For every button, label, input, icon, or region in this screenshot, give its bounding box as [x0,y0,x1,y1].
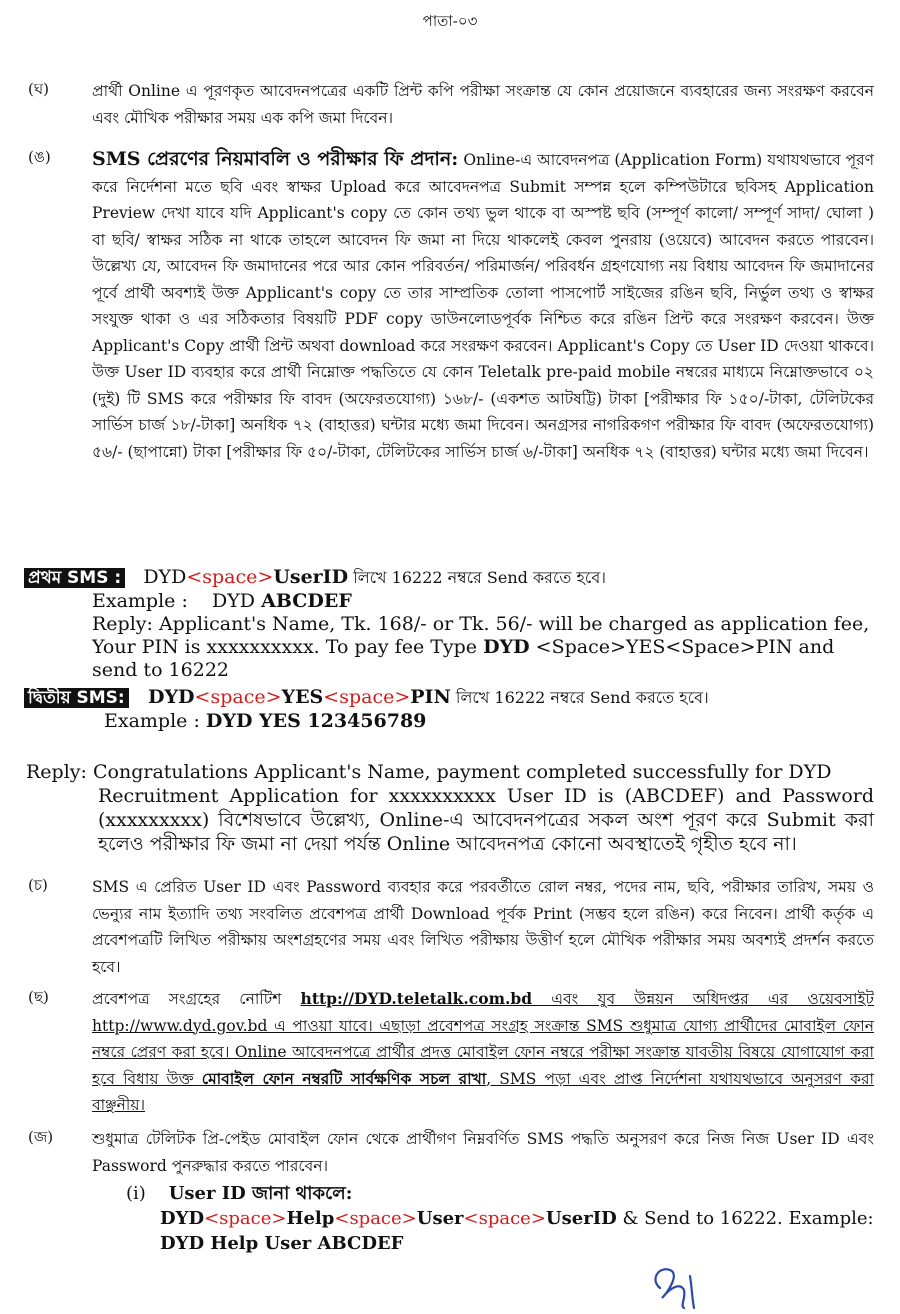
sms-instruction: লিখে 16222 নম্বরে Send করতে হবে। [450,688,709,707]
first-sms-example: Example : DYD ABCDEF [92,590,352,612]
recovery-example: DYD Help User ABCDEF [160,1233,404,1254]
clause-marker: (চ) [28,876,48,894]
sub-marker: (i) [126,1183,146,1204]
clause-cha [28,874,874,980]
reply-continuation: Recruitment Application for xxxxxxxxxx User ID is (ABCDEF) and Password (xxxxxxxxx) বিশেষভাবে উল্লেখ্য, Online-এ আবেদনপত্রের সকল অংশ পূরণ করে Submit করা হলেও পরীক্ষার ফি জমা না দেয়া পর্যন্ত Online আবেদনপত্র কোনো অবস্থাতেই গৃহীত হবে না। [98,785,874,855]
reply-first-line: Reply: Congratulations Applicant's Name, payment completed successfully for DYD [26,761,832,783]
clause-marker: (জ) [28,1128,54,1146]
second-sms-line [24,686,874,710]
clause-umo [28,146,874,465]
sms-command: DYD<space>YES<space>PIN [148,686,451,708]
first-sms-block [24,566,874,682]
second-sms-tag: দ্বিতীয় SMS: [24,688,129,708]
sub-heading: User ID জানা থাকলে: [168,1183,353,1204]
first-sms-tag: প্রথম SMS : [24,568,125,588]
clause-marker: (ঙ) [28,148,51,166]
second-sms-example: Example : DYD YES 123456789 [104,710,427,732]
clause-ja [28,1126,874,1256]
clause-text [92,146,874,465]
clause-body: Online-এ আবেদনপত্র (Application Form) যথাযথভাবে পূরণ করে নির্দেশনা মতে ছবি এবং স্বাক্ষর Upload করে আবেদনপত্র Submit সম্পন্ন হলে কম্পিউটারে ছবিসহ Application Preview দেখা যাবে যদি Applicant's copy তে কোন তথ্য ভুল থাকে বা অস্পষ্ট ছবি (সম্পূর্ণ কালো/ সম্পূর্ণ সাদা/ ঘোলা ) বা ছবি/ স্বাক্ষর সঠিক না থাকে তাহলে আবেদন ফি জমা না দিয়ে থাকলেই কেবল পুনরায় (ওয়েবে) আবেদন করতে পারবেন। উল্লেখ্য যে, আবেদন ফি জমাদানের পরে আর কোন পরিবর্তন/ পরিমার্জন/ পরিবর্ধন গ্রহণযোগ্য নয় বিধায় আবেদন ফি জমাদানের পূর্বে প্রার্থী অবশ্যই উক্ত Applicant's copy তে তার সাম্প্রতিক তোলা পাসপোর্ট সাইজের রঙিন ছবি, নির্ভুল তথ্য ও স্বাক্ষর সংযুক্ত থাকা ও এর সঠিকতার বিষয়টি PDF copy ডাউনলোডপূর্বক নিশ্চিত করে রঙিন প্রিন্ট করে সংরক্ষণ করবেন। উক্ত Applicant's Copy প্রার্থী প্রিন্ট অথবা download করে সংরক্ষণ করবেন। Applicant's Copy তে User ID দেওয়া থাকবে। উক্ত User ID ব্যবহার করে প্রার্থী নিম্নোক্ত পদ্ধতিতে যে কোন Teletalk pre-paid mobile নম্বরের মাধ্যমে নিম্নোক্তভাবে ০২ (দুই) টি SMS করে পরীক্ষার ফি বাবদ (অফেরতযোগ্য) ১৬৮/- (একশত আটষট্টি) টাকা [পরীক্ষার ফি ১৫০/-টাকা, টেলিটকের সার্ভিস চার্জ ১৮/-টাকা] অনধিক ৭২ (বাহাত্তর) ঘন্টার মধ্যে জমা দিবেন। অনগ্রসর নাগরিকগণ পরীক্ষার ফি বাবদ (অফেরতযোগ্য) ৫৬/- (ছাপান্নো) টাকা [পরীক্ষার ফি ৫০/-টাকা, টেলিটকের সার্ভিস চার্জ ৬/-টাকা] অনধিক ৭২ (বাহাত্তর) ঘন্টার মধ্যে জমা দিবেন। [92,151,875,461]
signature-mark [640,1258,720,1310]
sms-command: DYD<space>UserID [143,566,349,588]
first-sms-reply: Reply: Applicant's Name, Tk. 168/- or Tk. 56/- will be charged as application fee, Your PIN is xxxxxxxxxx. To pay fee Type DYD <Space>YES<Space>PIN and send to 16222 [92,613,870,681]
clause-heading: SMS প্রেরণের নিয়মাবলি ও পরীক্ষার ফি প্রদান: [92,148,459,170]
recovery-command: DYD<space>Help<space>User<space>UserID & Send to 16222. Example: [160,1208,874,1229]
clause-marker: (ঘ) [28,80,49,98]
teletalk-link[interactable]: http://DYD.teletalk.com.bd [300,989,533,1008]
clause-marker: (ছ) [28,988,49,1006]
clause-text: শুধুমাত্র টেলিটক প্রি-পেইড মোবাইল ফোন থেকে প্রার্থীগণ নিম্নবর্ণিত SMS পদ্ধতি অনুসরণ করে নিজ নিজ User ID এবং Password পুনরুদ্ধার করতে পারবেন। [92,1130,874,1175]
page-number: পাতা-০৩ [422,12,478,30]
sub-item-i [126,1181,874,1256]
clause-gha [28,78,874,131]
clause-text: SMS এ প্রেরিত User ID এবং Password ব্যবহার করে পরবর্তীতে রোল নম্বর, পদের নাম, ছবি, পরীক্ষার তারিখ, সময় ও ভেন্যুর নাম ইত্যাদি তথ্য সংবলিত প্রবেশপত্র প্রার্থী Download পূর্বক Print (সম্ভব হলে রঙিন) করে নিবেন। প্রার্থী কর্তৃক এ প্রবেশপত্রটি লিখিত পরীক্ষায় অংশগ্রহণের সময় এবং লিখিত পরীক্ষায় উত্তীর্ণ হলে মৌখিক পরীক্ষার সময় অবশ্যই প্রদর্শন করতে হবে। [92,878,874,976]
sms-instruction: লিখে 16222 নম্বরে Send করতে হবে। [348,568,606,587]
emphasis-text: মোবাইল ফোন নম্বরটি সার্বক্ষণিক সচল রাখা [201,1068,487,1088]
reply-block [26,760,874,856]
clause-text: প্রবেশপত্র সংগ্রহের নোটিশ http://DYD.teletalk.com.bd এবং যুব উন্নয়ন অধিদপ্তর এর ওয়েবসাইট http://www.dyd.gov.bd এ পাওয়া যাবে। এছাড়া প্রবেশপত্র সংগ্রহ সংক্রান্ত SMS শুধুমাত্র যোগ্য প্রার্থীদের মোবাইল ফোন নম্বরে প্রেরণ করা হবে। Online আবেদনপত্রে প্রার্থীর প্রদত্ত মোবাইল ফোন নম্বরে পরীক্ষা সংক্রান্ত যাবতীয় বিষয়ে যোগাযোগ করা হবে বিধায় উক্ত মোবাইল ফোন নম্বরটি সার্বক্ষণিক সচল রাখা, SMS পড়া এবং প্রাপ্ত নির্দেশনা যথাযথভাবে অনুসরণ করা বাঞ্ছনীয়। [92,989,874,1114]
clause-text: প্রার্থী Online এ পূরণকৃত আবেদনপত্রের একটি প্রিন্ট কপি পরীক্ষা সংক্রান্ত যে কোন প্রয়োজনে ব্যবহারের জন্য সংরক্ষণ করবেন এবং মৌখিক পরীক্ষার সময় এক কপি জমা দিবেন। [92,82,874,127]
second-sms-block [24,686,874,733]
clause-chha [28,986,874,1119]
first-sms-line [24,566,874,590]
